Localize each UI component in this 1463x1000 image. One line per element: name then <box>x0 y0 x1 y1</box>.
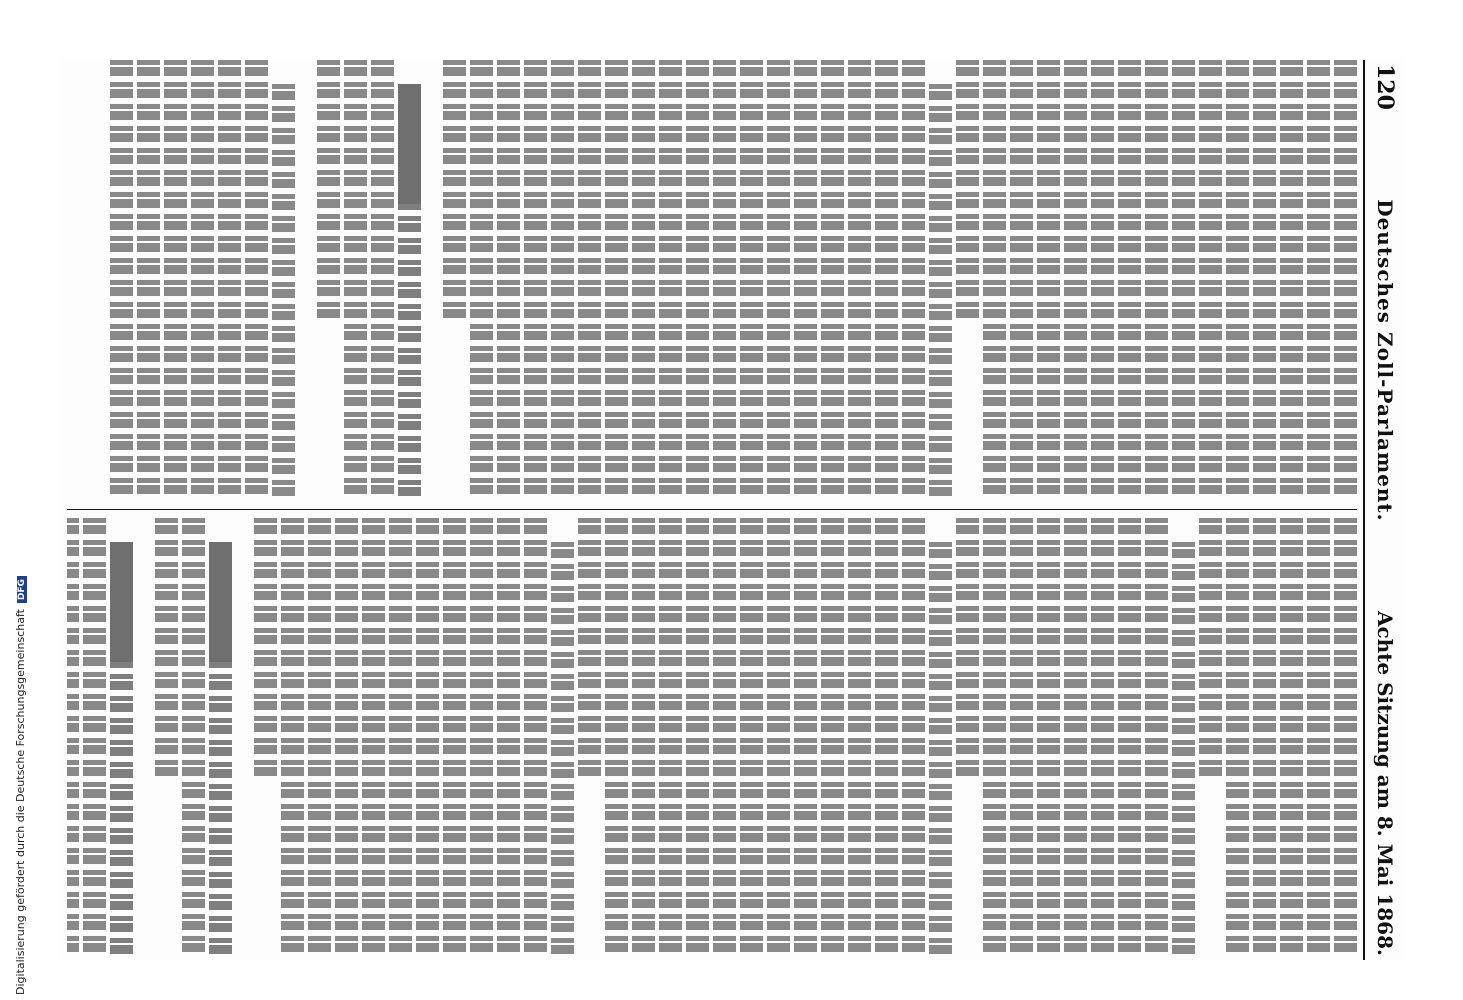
text-line <box>308 518 331 958</box>
text-line <box>67 518 79 958</box>
text-line <box>1253 60 1276 500</box>
text-line <box>713 60 736 500</box>
text-line <box>281 518 304 958</box>
text-line <box>578 60 601 500</box>
text-line <box>605 518 628 958</box>
text-line <box>317 60 340 324</box>
text-line <box>767 518 790 958</box>
text-line <box>443 60 466 324</box>
text-line <box>137 60 160 500</box>
speaker-line <box>209 542 232 958</box>
text-line <box>1010 60 1033 500</box>
text-line <box>740 60 763 500</box>
text-line <box>902 518 925 958</box>
running-title: Deutsches Zoll-Parlament. <box>1373 199 1397 522</box>
text-line <box>1091 518 1114 958</box>
text-line <box>929 542 952 958</box>
session-date: Achte Sitzung am 8. Mai 1868. <box>1373 610 1397 956</box>
text-line <box>1307 518 1330 958</box>
paragraph-gap <box>232 518 250 958</box>
text-line <box>272 84 295 500</box>
text-line <box>848 518 871 958</box>
text-line <box>1253 518 1276 958</box>
text-line <box>524 518 547 958</box>
paragraph-gap <box>133 518 151 958</box>
text-line <box>164 60 187 500</box>
text-line <box>659 518 682 958</box>
text-line <box>344 60 367 500</box>
digitization-note <box>14 576 27 995</box>
text-line <box>713 518 736 958</box>
text-line <box>1145 518 1168 958</box>
text-line <box>191 60 214 500</box>
text-line <box>335 518 358 958</box>
speaker-line <box>110 542 133 958</box>
text-line <box>875 60 898 500</box>
text-line <box>524 60 547 500</box>
column-divider <box>67 509 1357 510</box>
text-line <box>1199 518 1222 782</box>
text-line <box>1037 518 1060 958</box>
text-line <box>686 60 709 500</box>
text-line <box>155 518 178 782</box>
text-line <box>245 60 268 500</box>
text-line <box>794 60 817 500</box>
text-line <box>578 518 601 782</box>
left-column <box>67 60 1357 500</box>
text-line <box>659 60 682 500</box>
text-line <box>632 518 655 958</box>
digitization-note-text: Digitalisierung gefördert durch die Deutsche Forschungsgemeinschaft <box>14 609 27 995</box>
footer-strip <box>0 0 27 1000</box>
text-line <box>767 60 790 500</box>
text-columns <box>67 60 1357 960</box>
text-line <box>551 60 574 500</box>
right-column <box>67 518 1357 958</box>
text-line <box>1172 542 1195 958</box>
text-line <box>371 60 394 500</box>
text-line <box>182 518 205 958</box>
speaker-line <box>398 84 421 500</box>
text-line <box>956 60 979 324</box>
text-line <box>1091 60 1114 500</box>
text-line <box>362 518 385 958</box>
page-header <box>1363 60 1405 960</box>
newspaper-page <box>60 60 1405 960</box>
text-line <box>1199 60 1222 500</box>
text-line <box>1118 60 1141 500</box>
text-line <box>740 518 763 958</box>
text-line <box>1118 518 1141 958</box>
text-line <box>983 60 1006 500</box>
text-line <box>875 518 898 958</box>
text-line <box>956 518 979 782</box>
text-line <box>1226 60 1249 500</box>
text-line <box>254 518 277 782</box>
page-number: 120 <box>1372 64 1398 110</box>
text-line <box>1280 518 1303 958</box>
text-line <box>497 518 520 958</box>
text-line <box>848 60 871 500</box>
text-line <box>821 518 844 958</box>
paragraph-gap <box>295 60 313 500</box>
text-line <box>821 60 844 500</box>
text-line <box>83 518 106 958</box>
text-line <box>605 60 628 500</box>
text-line <box>497 60 520 500</box>
text-line <box>1037 60 1060 500</box>
text-line <box>551 542 574 958</box>
text-line <box>1334 60 1357 500</box>
dfg-logo: DFG <box>17 576 27 603</box>
text-line <box>1280 60 1303 500</box>
text-line <box>1226 518 1249 958</box>
text-line <box>1010 518 1033 958</box>
text-line <box>929 84 952 500</box>
text-line <box>902 60 925 500</box>
text-line <box>632 60 655 500</box>
text-line <box>1145 60 1168 500</box>
text-line <box>416 518 439 958</box>
text-line <box>389 518 412 958</box>
text-line <box>686 518 709 958</box>
text-line <box>110 60 133 500</box>
text-line <box>470 518 493 958</box>
text-line <box>470 60 493 500</box>
text-line <box>443 518 466 958</box>
text-line <box>1064 60 1087 500</box>
paragraph-gap <box>421 60 439 500</box>
text-line <box>1334 518 1357 958</box>
text-line <box>1307 60 1330 500</box>
text-line <box>218 60 241 500</box>
text-line <box>1172 60 1195 500</box>
text-line <box>983 518 1006 958</box>
text-line <box>1064 518 1087 958</box>
text-line <box>794 518 817 958</box>
